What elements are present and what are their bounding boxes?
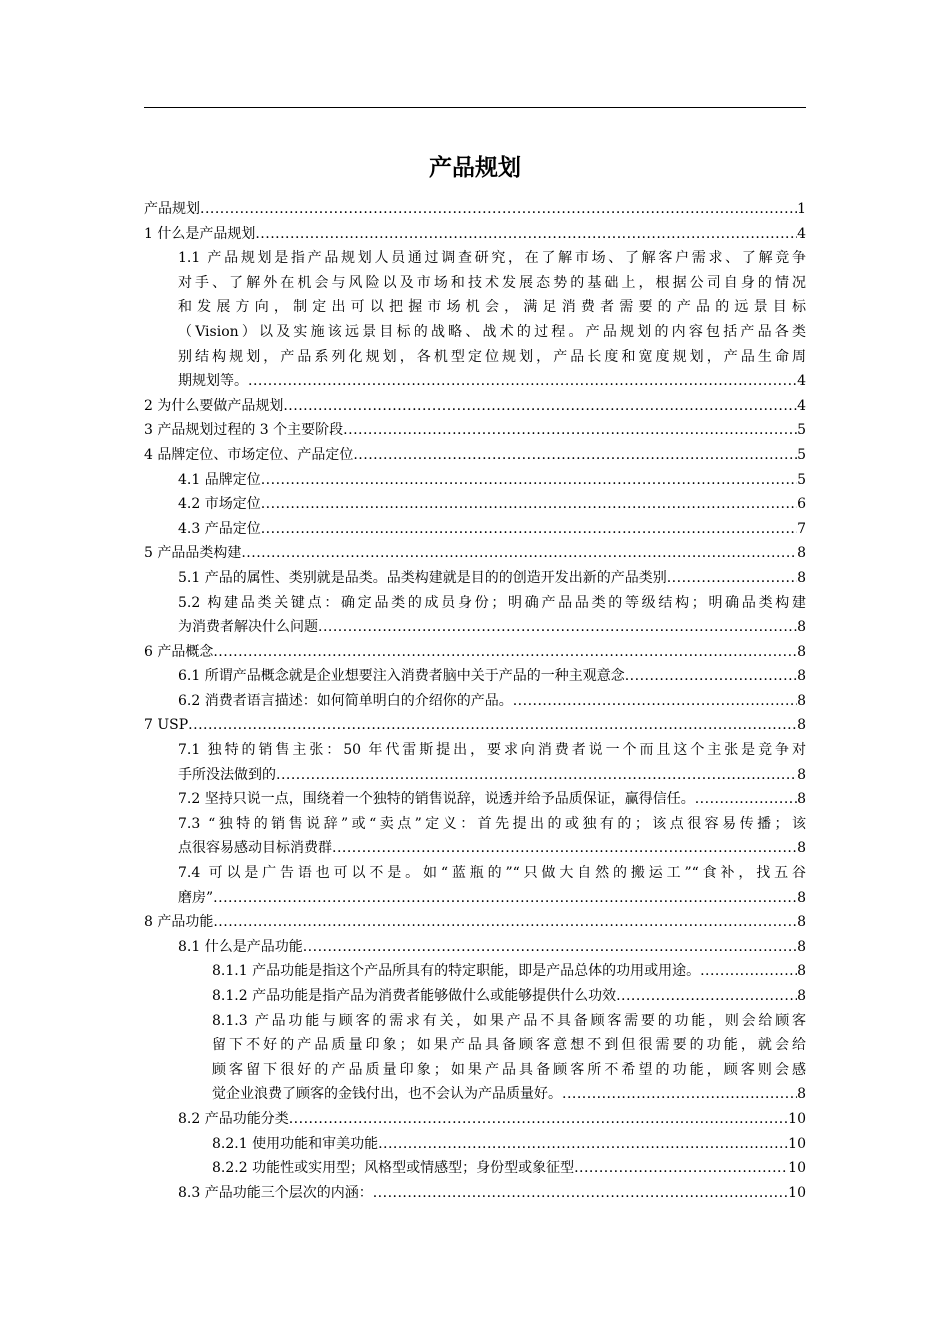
toc-entry-line [178,689,806,714]
toc-entry-line [178,812,806,837]
toc-entry-line [178,566,806,591]
toc-entry-text: 5.1 产品的属性、类别就是品类。品类构建就是目的的创造开发出新的产品类别 [178,569,667,586]
toc-entry-text: 4.1 品牌定位 [178,471,261,488]
toc-entry-text: 对手、了解外在机会与风险以及市场和技术发展态势的基础上，根据公司自身的情况 [178,274,806,291]
toc-page-number: 8 [797,569,806,586]
toc-entry-text: 5 产品品类构建 [144,545,242,562]
toc-entry[interactable] [144,492,806,517]
toc-entry-text: 7.3 “独特的销售说辞”或“卖点”定义：首先提出的或独有的；该点很容易传播；该 [178,815,806,832]
dot-leader [276,763,797,788]
dot-leader [332,836,797,861]
toc-entry[interactable] [144,468,806,493]
toc-entry-line [178,836,806,861]
toc-entry-text: 7 USP [144,717,189,734]
toc-entry-text: 1 什么是产品规划 [144,225,256,242]
toc-entry-line [144,541,806,566]
toc-entry[interactable] [144,197,806,222]
toc-page-number: 7 [797,520,806,537]
toc-entry[interactable] [144,910,806,935]
dot-leader [289,1107,788,1132]
toc-entry-line [144,197,806,222]
toc-entry-text: 和发展方向，制定出可以把握市场机会，满足消费者需要的产品的远景目标 [178,299,806,316]
dot-leader [200,197,797,222]
toc-entry[interactable] [144,738,806,787]
toc-entry[interactable] [144,566,806,591]
dot-leader [241,541,797,566]
dot-leader [373,1181,788,1206]
toc-page-number: 8 [797,619,806,636]
toc-entry-line [178,345,806,370]
toc-entry-line [144,418,806,443]
toc-entry-line [212,1033,806,1058]
dot-leader [562,1082,797,1107]
toc-entry-line [144,713,806,738]
toc-entry-text: 8.1.1 产品功能是指这个产品所具有的特定职能，即是产品总体的功用或用途。 [212,963,701,980]
dot-leader [283,394,797,419]
toc-entry-line [178,369,806,394]
toc-entry-text: 7.4 可以是广告语也可以不是。如“蓝瓶的”“只做大自然的搬运工”“食补，找五谷 [178,865,806,882]
toc-entry[interactable] [144,443,806,468]
toc-page-number: 8 [797,717,806,734]
toc-entry-text: 2 为什么要做产品规划 [144,397,284,414]
toc-entry[interactable] [144,935,806,960]
toc-entry-line [212,1058,806,1083]
toc-entry-text: 8.1 什么是产品功能 [178,938,303,955]
toc-entry-text: 8.2.2 功能性或实用型；风格型或情感型；身份型或象征型 [212,1160,575,1177]
dot-leader [213,640,797,665]
toc-entry-line [144,394,806,419]
toc-page-number: 1 [797,201,806,217]
toc-page-number: 4 [797,397,806,414]
toc-page-number: 8 [797,938,806,955]
toc-entry-text: 别结构规划，产品系列化规划，各机型定位规划，产品长度和宽度规划，产品生命周 [178,348,806,365]
toc-entry-text: 期规划等。 [178,373,248,390]
toc-entry-line [178,738,806,763]
toc-entry[interactable] [144,1181,806,1206]
toc-entry-text: 7.1 独特的销售主张：50 年代雷斯提出，要求向消费者说一个而且这个主张是竞争对 [178,742,806,759]
toc-entry-text: 点很容易感动目标消费群 [178,840,332,857]
toc-entry-line [178,468,806,493]
toc-page-number: 4 [797,225,806,242]
toc-entry-line [212,1156,806,1181]
toc-entry-line [212,959,806,984]
dot-leader [667,566,797,591]
toc-entry-text: 8 产品功能 [144,914,214,931]
toc-entry-line [178,320,806,345]
toc-page-number: 8 [797,963,806,980]
toc-entry-text: 8.1.2 产品功能是指产品为消费者能够做什么或能够提供什么功效 [212,988,617,1004]
toc-entry[interactable] [144,418,806,443]
toc-page-number: 8 [797,840,806,857]
toc-entry-text: 磨房” [178,889,214,906]
toc-entry-text: 7.2 坚持只说一点，围绕着一个独特的销售说辞，说透并给予品质保证，赢得信任。 [178,791,695,808]
toc-entry[interactable] [144,591,806,640]
toc-entry-line [212,1082,806,1107]
toc-entry-text: 4 品牌定位、市场定位、产品定位 [144,446,354,463]
toc-entry-line [178,591,806,616]
dot-leader [700,959,797,984]
toc-entry-text: 6.1 所谓产品概念就是企业想要注入消费者脑中关于产品的一种主观意念 [178,668,625,685]
toc-entry-line [178,1107,806,1132]
toc-entry[interactable] [144,517,806,542]
toc-entry-line [212,1132,806,1157]
toc-entry-line [178,517,806,542]
dot-leader [213,910,797,935]
toc-entry-line [178,295,806,320]
toc-page-number: 8 [797,545,806,562]
toc-entry-line [144,222,806,247]
toc-entry-text: 3 产品规划过程的 3 个主要阶段 [144,422,344,439]
toc-entry[interactable] [144,394,806,419]
toc-entry[interactable] [144,640,806,665]
toc-entry[interactable] [144,222,806,247]
toc-page-number: 10 [788,1110,806,1127]
toc-entry-text: 产品规划 [144,201,200,217]
dot-leader [513,689,797,714]
dot-leader [213,886,797,911]
table-of-contents [144,197,806,1205]
toc-entry[interactable] [144,1132,806,1157]
dot-leader [616,984,797,1009]
toc-entry-text: 留下不好的产品质量印象；如果产品具备顾客意想不到但很需要的功能，就会给 [212,1037,806,1054]
toc-entry-text: 6 产品概念 [144,643,214,660]
toc-entry-text: 6.2 消费者语言描述：如何简单明白的介绍你的产品。 [178,692,513,709]
toc-entry-line [212,984,806,1009]
dot-leader [574,1156,788,1181]
toc-entry-text: 8.3 产品功能三个层次的内涵： [178,1184,373,1201]
toc-entry[interactable] [144,1009,806,1107]
toc-page-number: 4 [797,373,806,390]
toc-page-number: 10 [788,1160,806,1177]
toc-entry-text: 8.1.3 产品功能与顾客的需求有关，如果产品不具备顾客需要的功能，则会给顾客 [212,1012,806,1029]
toc-page-number: 10 [788,1184,806,1201]
toc-page-number: 6 [797,496,806,513]
toc-entry[interactable] [144,861,806,910]
toc-entry-line [178,615,806,640]
toc-page-number: 5 [797,471,806,488]
header-rule [144,107,806,108]
toc-entry-line [178,1181,806,1206]
toc-entry-line [212,1009,806,1034]
dot-leader [248,369,797,394]
toc-entry[interactable] [144,541,806,566]
toc-entry-text: 5.2 构建品类关键点：确定品类的成员身份；明确产品品类的等级结构；明确品类构建 [178,594,806,611]
toc-entry-line [178,271,806,296]
toc-entry-line [178,861,806,886]
toc-page-number: 8 [797,643,806,660]
toc-entry-line [178,763,806,788]
toc-page-number: 8 [797,791,806,808]
dot-leader [303,935,797,960]
toc-entry-text: 8.2.1 使用功能和审美功能 [212,1135,379,1152]
toc-entry-text: 4.2 市场定位 [178,496,261,513]
toc-page-number: 8 [797,914,806,931]
dot-leader [625,664,797,689]
toc-entry-line [178,886,806,911]
dot-leader [695,787,797,812]
toc-entry-line [144,443,806,468]
toc-entry-line [144,910,806,935]
dot-leader [261,517,797,542]
document-title: 产品规划 [429,155,521,181]
toc-entry[interactable] [144,1156,806,1181]
toc-entry-text: （Vision）以及实施该远景目标的战略、战术的过程。产品规划的内容包括产品各类 [178,323,806,340]
toc-entry[interactable] [144,1107,806,1132]
dot-leader [318,615,797,640]
toc-entry-line [178,787,806,812]
toc-entry[interactable] [144,246,806,394]
toc-page-number: 8 [797,692,806,709]
toc-entry-text: 4.3 产品定位 [178,520,261,537]
dot-leader [255,222,797,247]
toc-entry[interactable] [144,689,806,714]
toc-entry-text: 8.2 产品功能分类 [178,1110,289,1127]
toc-entry[interactable] [144,787,806,812]
toc-entry[interactable] [144,984,806,1009]
toc-entry[interactable] [144,959,806,984]
dot-leader [353,443,797,468]
toc-entry-line [178,664,806,689]
toc-entry-text: 1.1 产品规划是指产品规划人员通过调查研究，在了解市场、了解客户需求、了解竞争 [178,250,806,267]
toc-page-number: 8 [797,1086,806,1103]
dot-leader [188,713,797,738]
toc-page-number: 8 [797,889,806,906]
toc-entry-line [178,935,806,960]
toc-page-number: 5 [797,422,806,439]
toc-page-number: 8 [797,988,806,1004]
toc-entry-text: 为消费者解决什么问题 [178,619,318,636]
dot-leader [261,468,797,493]
dot-leader [343,418,797,443]
toc-page-number: 10 [788,1135,806,1152]
toc-entry-line [178,246,806,271]
toc-entry-line [144,640,806,665]
toc-entry-text: 顾客留下很好的产品质量印象；如果产品具备顾客所不希望的功能，顾客则会感 [212,1061,806,1078]
toc-entry-text: 手所没法做到的 [178,766,276,783]
toc-entry-line [178,492,806,517]
dot-leader [378,1132,788,1157]
toc-entry[interactable] [144,812,806,861]
toc-page-number: 8 [797,668,806,685]
toc-entry-text: 觉企业浪费了顾客的金钱付出，也不会认为产品质量好。 [212,1086,562,1103]
toc-entry[interactable] [144,713,806,738]
toc-page-number: 8 [797,766,806,783]
dot-leader [261,492,797,517]
toc-entry[interactable] [144,664,806,689]
toc-page-number: 5 [797,446,806,463]
